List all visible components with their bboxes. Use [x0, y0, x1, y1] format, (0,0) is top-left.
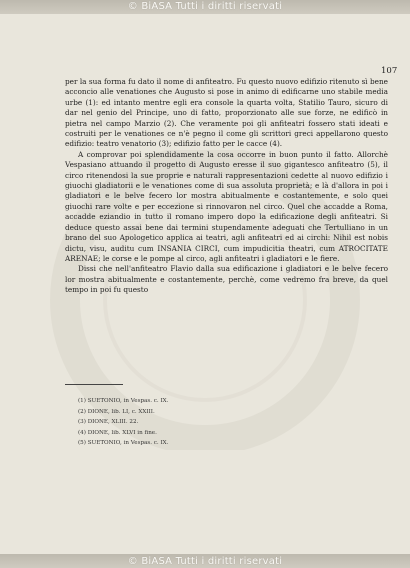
footnote: (3) DIONE, XLIII. 22. — [78, 419, 139, 426]
footnote: (2) DIONE, lib. LI, c. XXIII. — [78, 408, 155, 415]
footnotes — [78, 396, 328, 449]
footnote-rule — [65, 384, 123, 385]
footnote: (1) SUETONIO, in Vespas. c. IX. — [78, 398, 169, 404]
paragraph: Dissi che nell'anfiteatro Flavio dalla sua edificazione i gladiatori e le belve fecero lor mostra abitualmente e costantemente, perchè, come vedremo fra breve, da quel tempo in poi fu questo — [65, 264, 388, 295]
body-text — [65, 77, 388, 296]
paragraph: A comprovar poi splendidamente la cosa occorre in buon punto il fatto. Allorchè Vespasiano attuando il progetto di Augusto eresse il suo gigantesco anfiteatro (5), il circo ritenendosi la sue proprie e naturali rappresentazioni cedette al nuovo edifizio i giuochi gladiatorii e le venationes come di sua assoluta proprietà; e là d'allora in poi i gladiatori e le belve fecero lor mostra abitualmente e costantemente, e solo quei giuochi rare volte e per eccezione si rinnovaron nel circo. Quel che accadde a Roma, accadde eziandio in tutto il romano impero dopo la edificazione degli anfiteatri. Si deduce questo assai bene dai termini stupendamente adeguati che Tertulliano in un brano del suo Apologetico applica ai teatri, agli anfiteatri ed ai circhi: Nihil est nobis dictu, visu, auditu cum INSANIA CIRCI, cum impudicitia theatri, cum ATROCITATE ARENAE; le corse e le pompe al circo, agli anfiteatri i gladiatori e le fiere. — [65, 149, 388, 263]
page-number: 107 — [381, 66, 398, 76]
paragraph: per la sua forma fu dato il nome di anfiteatro. Fu questo nuovo edifizio ritenuto sì bene acconcio alle venationes che Augusto si pose in animo di edificarne uno stabile media urbe (1): ed intanto mentre egli era console la quarta volta, Statilio Tauro, sicuro di dar nel genio del Principe, uno di fatto, proporzionato alle sue forze, ne edificò in pietra nel campo Marzio (2). Che veramente poi gli anfiteatri fossero stati ideati e costruiti per le venationes ce n'è pegno il come gli scrittori greci appellarono questo edifizio: teatro venatorio (3); edifizio fatto per le cacce (4). — [65, 77, 388, 149]
watermark-bottom: © BiASA Tutti i diritti riservati — [127, 556, 283, 567]
footnote: (5) SUETONIO, in Vespas. c. IX. — [78, 440, 169, 447]
footnote: (4) DIONE, lib. XLVI in fine. — [78, 429, 157, 436]
watermark-top: © BiASA Tutti i diritti riservati — [127, 1, 283, 12]
